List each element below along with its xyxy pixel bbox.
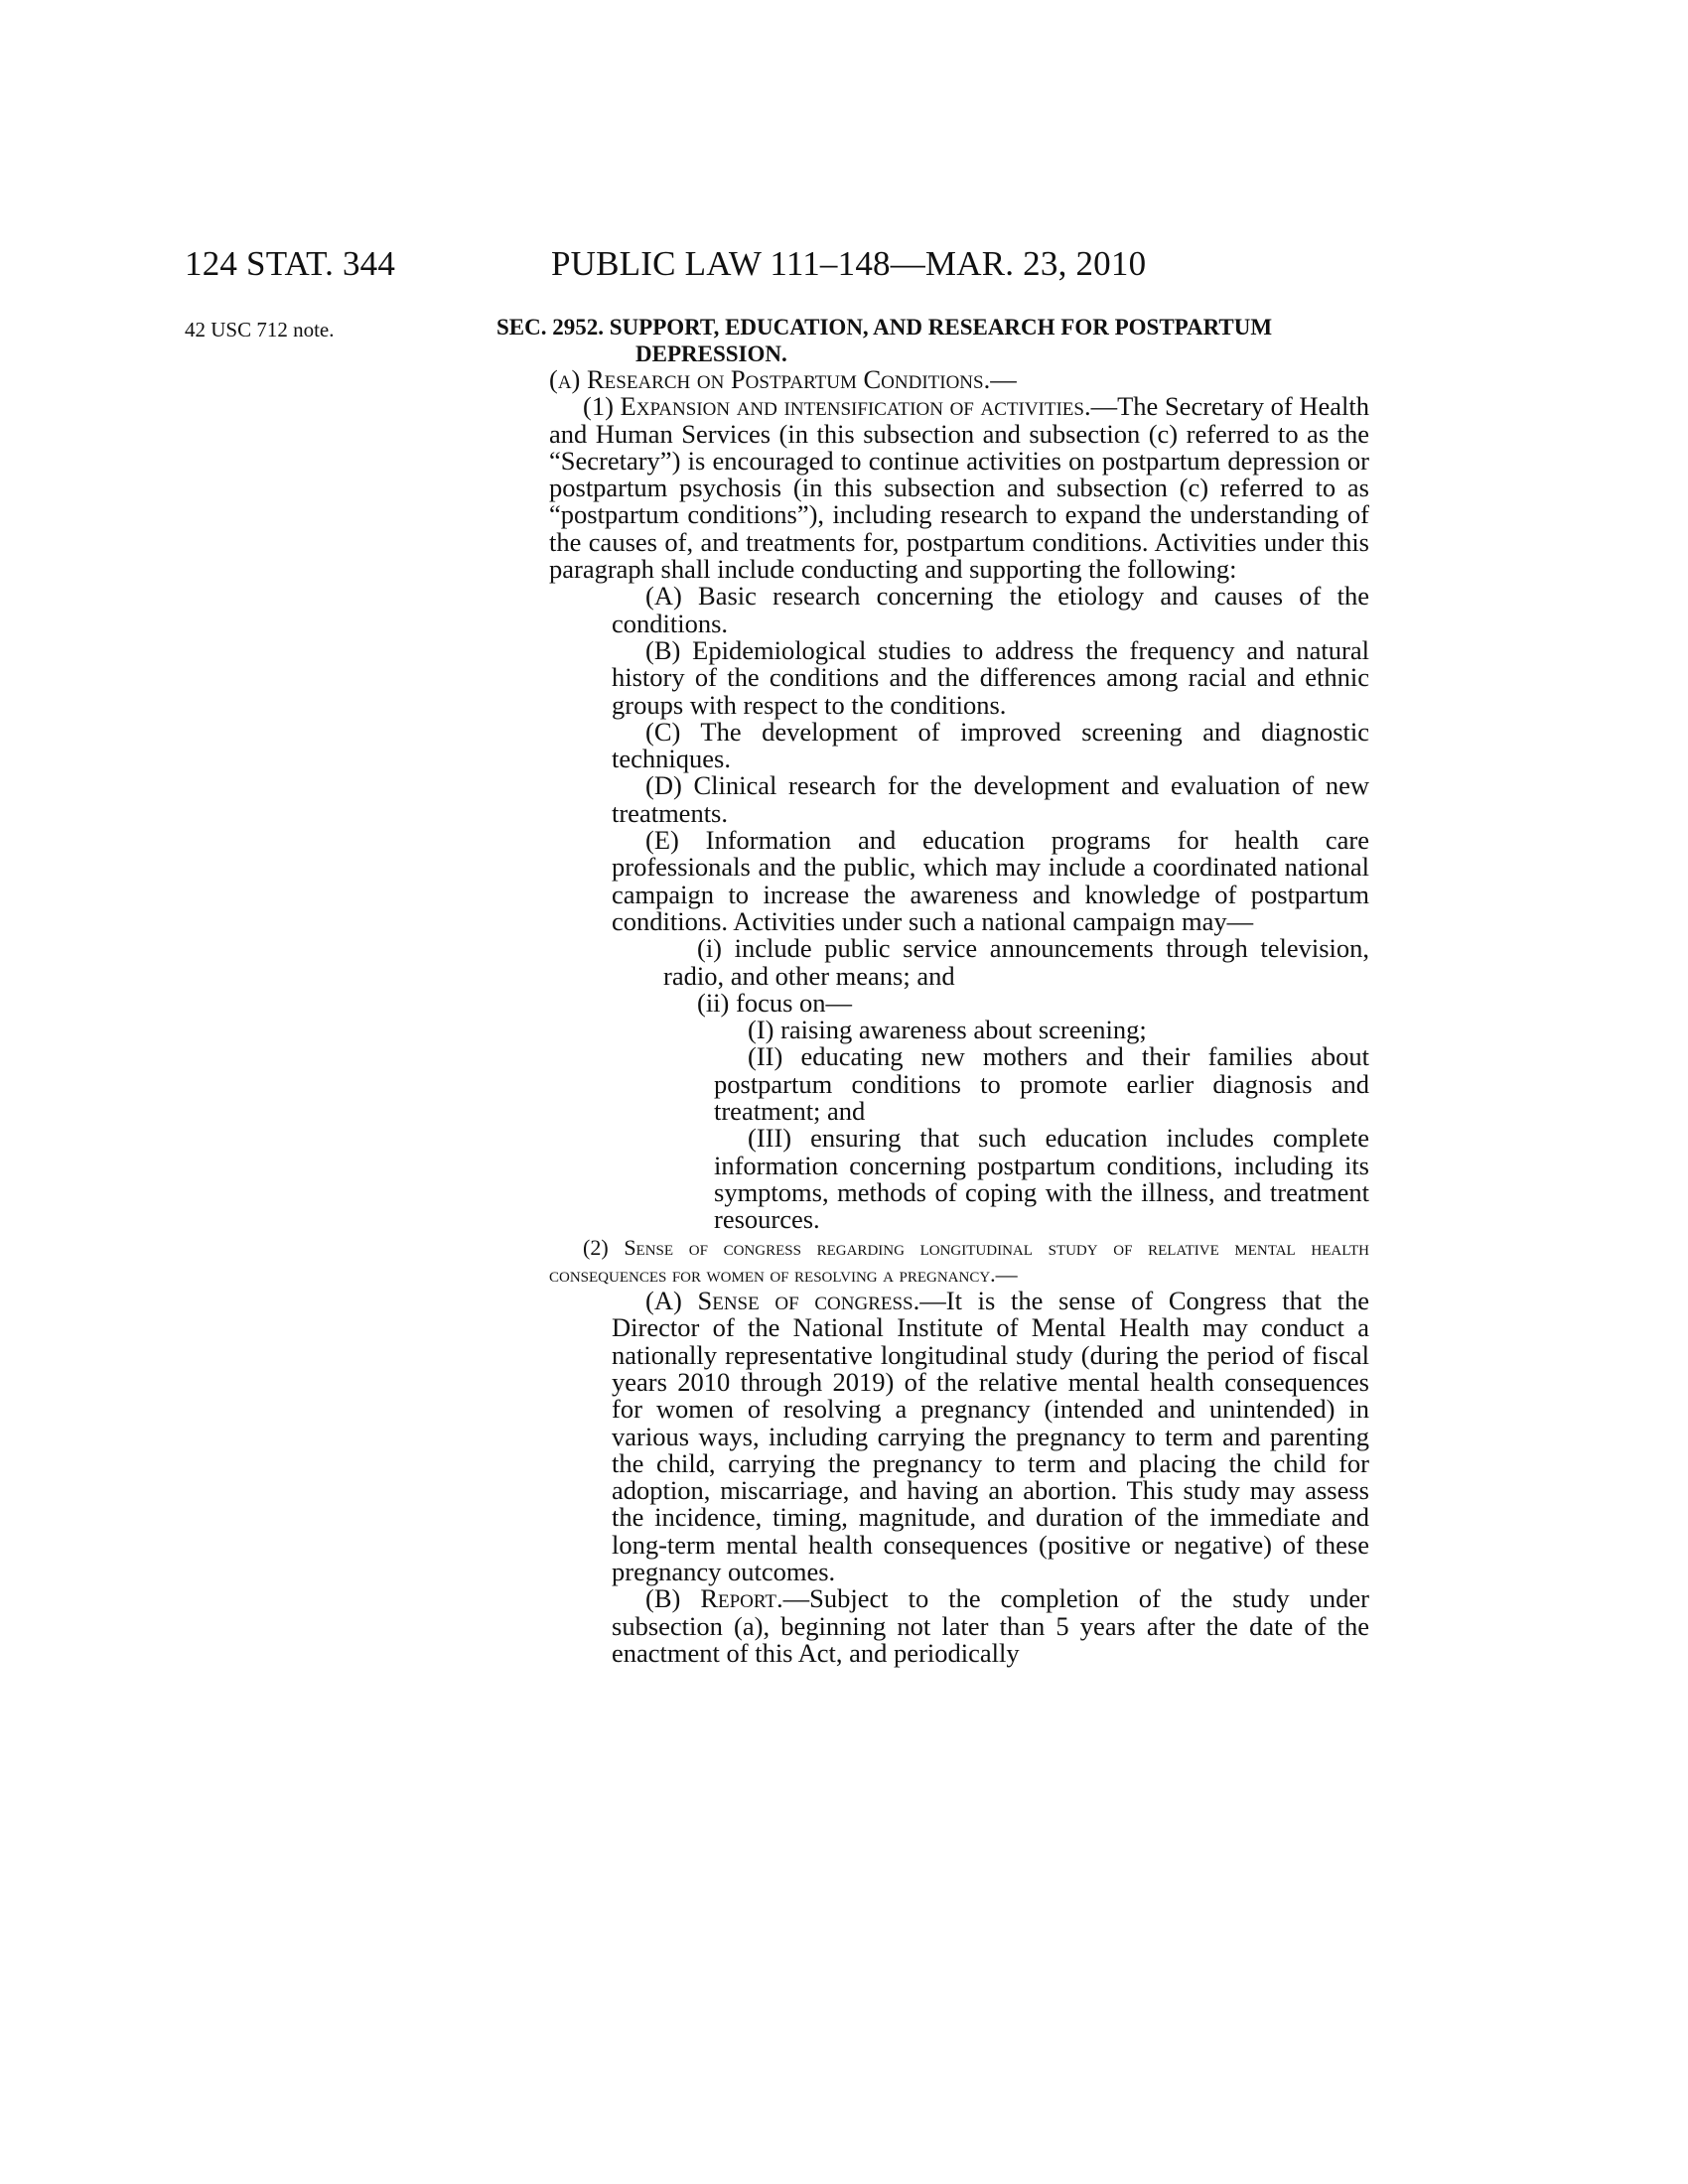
- subparagraph-E: (E) Information and education programs for health care professionals and the public, which may include a coordinated national campaign to increase the awareness and knowledge of postpartum conditions. Activities under such a national campaign may—: [612, 825, 1369, 936]
- section-heading: [496, 314, 1370, 367]
- subparagraph-D: (D) Clinical research for the development and evaluation of new treatments.: [612, 770, 1369, 828]
- subclause-II: (II) educating new mothers and their families about postpartum conditions to promote earlier diagnosis and treatment; and: [714, 1041, 1369, 1127]
- section-body: [549, 366, 1369, 1667]
- paragraph-2-heading: (2) Sense of congress regarding longitudinal study of relative mental health consequences for women of resolving a pregnancy.—: [549, 1234, 1369, 1287]
- section-heading-line2: DEPRESSION.: [635, 341, 787, 366]
- paragraph-2-A: [549, 1288, 1369, 1585]
- paragraph-2-B-text: —Subject to the completion of the study under subsection (a), beginning not later than 5 years after the date of the enactment of this Act, and periodically: [612, 1583, 1369, 1668]
- subsection-a-heading: (a) Research on Postpartum Conditions.—: [549, 364, 1017, 394]
- subclause-I: (I) raising awareness about screening;: [748, 1015, 1147, 1045]
- public-law-header: PUBLIC LAW 111–148—MAR. 23, 2010: [551, 244, 1147, 283]
- paragraph-2-A-text: —It is the sense of Congress that the Director of the National Institute of Mental Health may conduct a nationally representative longitudinal study (during the period of fiscal years 2010 through 2019) of the relative mental health consequences for women of resolving a pregnancy (intended and unintended) in various ways, including carrying the pregnancy to term and parenting the child, carrying the pregnancy to term and placing the child for adoption, miscarriage, and having an abortion. This study may assess the incidence, timing, magnitude, and duration of the immediate and long-term mental health consequences (positive or negative) of these pregnancy outcomes.: [612, 1286, 1370, 1587]
- paragraph-1-label: (1) Expansion and intensification of activities.: [583, 391, 1091, 422]
- paragraph-2-B: [549, 1585, 1369, 1667]
- paragraph-2-A-label: (A) Sense of congress.: [645, 1286, 920, 1316]
- paragraph-1: [549, 393, 1369, 583]
- subparagraph-C: (C) The development of improved screening and diagnostic techniques.: [612, 716, 1369, 774]
- page-stat-number: 124 STAT. 344: [185, 244, 396, 283]
- clause-i: (i) include public service announcements through television, radio, and other means; and: [663, 933, 1369, 991]
- subclause-III: (III) ensuring that such education includes complete information concerning postpartum conditions, including its symptoms, methods of coping with the illness, and treatment resources.: [714, 1123, 1369, 1235]
- paragraph-1-text: —The Secretary of Health and Human Services (in this subsection and subsection (c) referred to as the “Secretary”) is encouraged to continue activities on postpartum depression or postpartum psychosis (in this subsection and subsection (c) referred to as “postpartum conditions”), including research to expand the understanding of the causes of, and treatments for, postpartum conditions. Activities under this paragraph shall include conducting and supporting the following:: [549, 391, 1369, 585]
- section-heading-line1: SEC. 2952. SUPPORT, EDUCATION, AND RESEARCH FOR POSTPARTUM: [496, 315, 1273, 340]
- subparagraph-B: (B) Epidemiological studies to address the frequency and natural history of the conditions and the differences among racial and ethnic groups with respect to the conditions.: [612, 634, 1369, 720]
- subparagraph-A: (A) Basic research concerning the etiology and causes of the conditions.: [612, 581, 1369, 638]
- margin-note: 42 USC 712 note.: [185, 318, 335, 341]
- paragraph-2-B-label: (B) Report.: [645, 1583, 783, 1614]
- clause-ii: (ii) focus on—: [697, 987, 853, 1018]
